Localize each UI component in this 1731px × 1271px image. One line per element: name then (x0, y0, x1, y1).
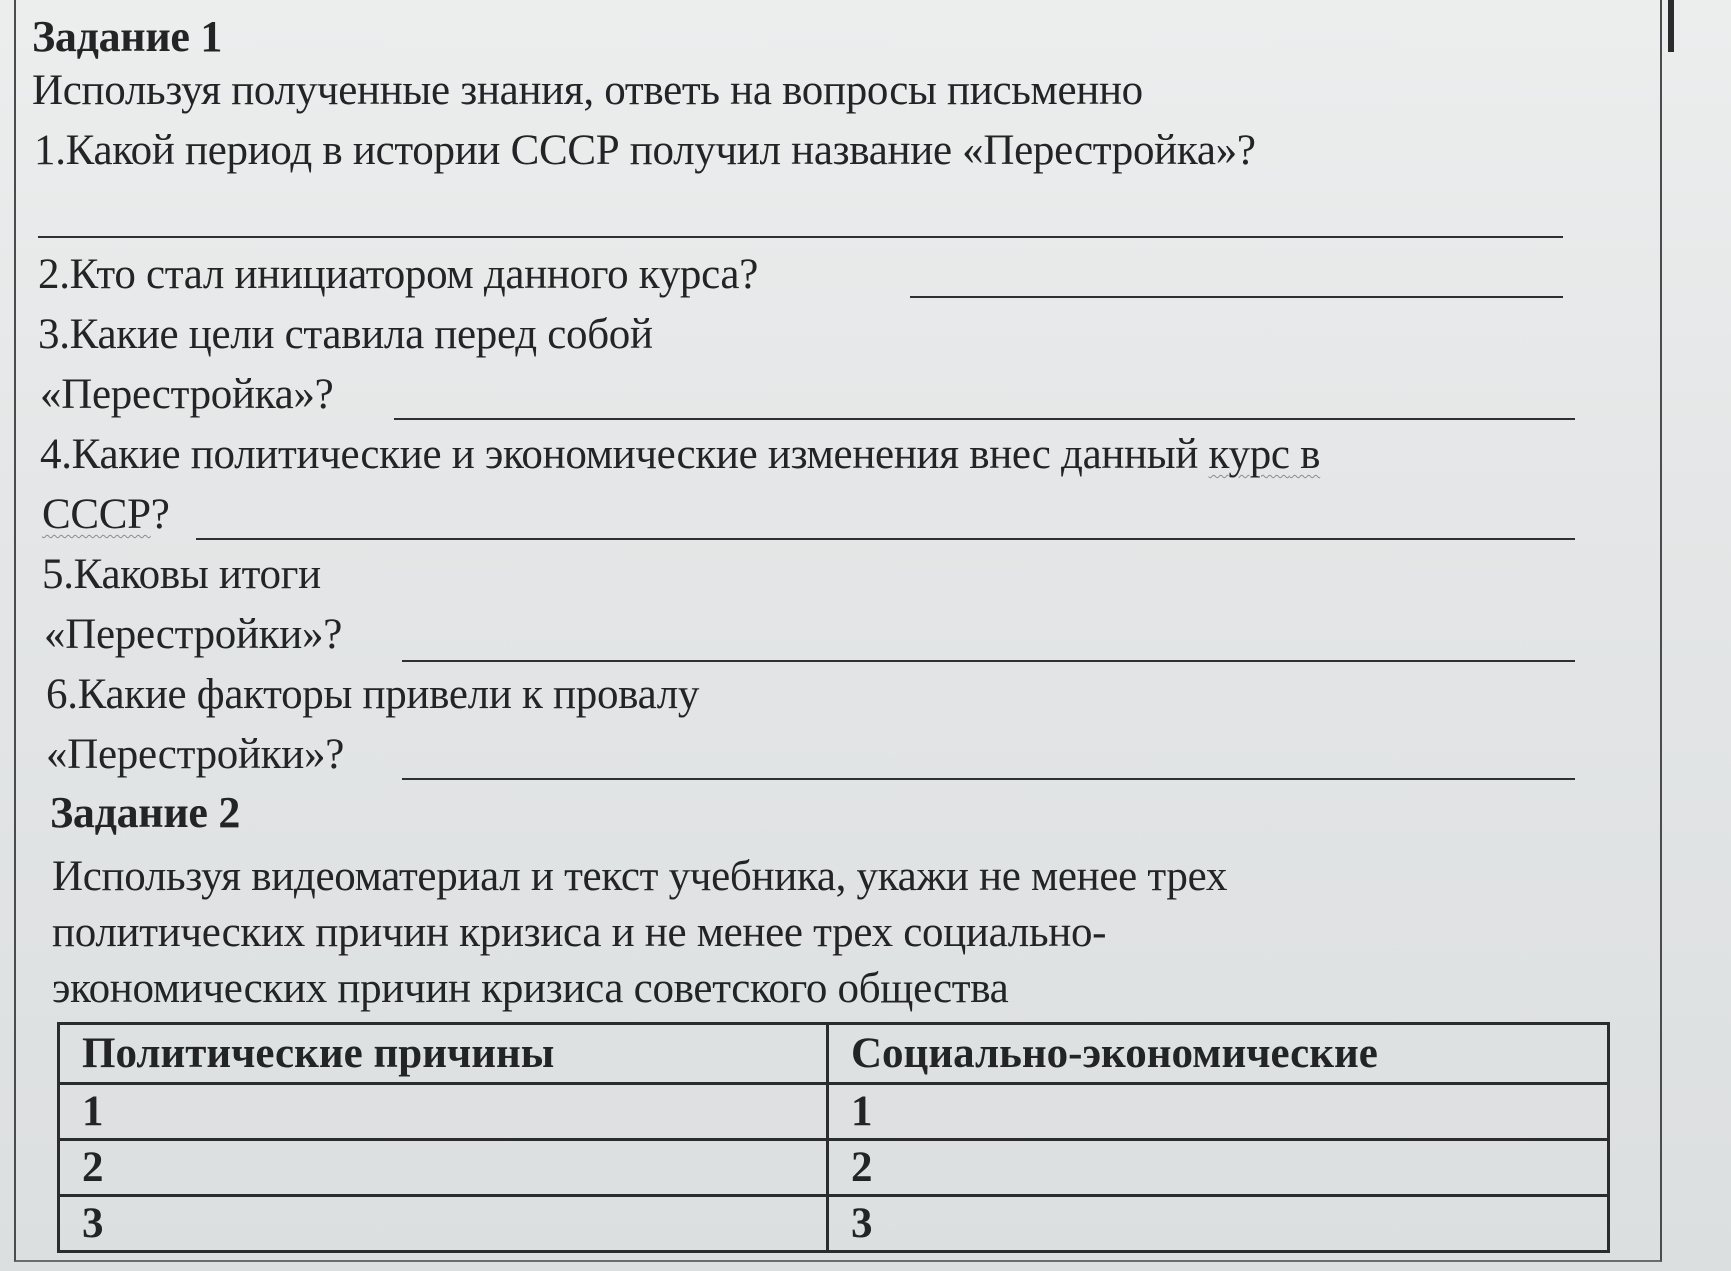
socio-economic-reason-cell-2[interactable]: 2 (828, 1140, 1609, 1196)
question-5-answer-line[interactable] (402, 660, 1575, 662)
header-socio-economic-reasons: Социально-экономические (828, 1024, 1609, 1084)
task2-instruction-line2: политических причин кризиса и не менее трех социально- (52, 909, 1107, 956)
question-4-text-line2-part2: ? (150, 491, 170, 538)
task1-instruction: Используя полученные знания, ответь на вопросы письменно (32, 67, 1143, 114)
socio-economic-reason-cell-1[interactable]: 1 (828, 1084, 1609, 1140)
question-4-text-part3: в (1289, 431, 1321, 478)
question-6-text-line2: «Перестройки»? (46, 731, 344, 778)
task2-instruction-line3: экономических причин кризиса советского общества (52, 965, 1009, 1012)
question-4-text-part1: 4.Какие политические и экономические изменения внес данный (40, 431, 1209, 478)
question-4-text-part2: курс (1208, 431, 1290, 478)
table-row (59, 1196, 1609, 1252)
task2-instruction-line1: Используя видеоматериал и текст учебника, укажи не менее трех (52, 853, 1228, 900)
question-1-answer-line[interactable] (38, 236, 1563, 238)
socio-economic-reason-cell-3[interactable]: 3 (828, 1196, 1609, 1252)
question-4-answer-line[interactable] (196, 538, 1575, 540)
question-5-text-line2: «Перестройки»? (44, 611, 342, 658)
task1-title: Задание 1 (32, 12, 223, 61)
question-3-text-line2: «Перестройка»? (40, 371, 334, 418)
question-2-answer-line[interactable] (910, 296, 1563, 298)
political-reason-cell-3[interactable]: 3 (59, 1196, 828, 1252)
political-reason-cell-2[interactable]: 2 (59, 1140, 828, 1196)
page-edge-marker (1668, 0, 1674, 52)
question-6-answer-line[interactable] (402, 778, 1575, 780)
table-row (59, 1084, 1609, 1140)
question-3-answer-line[interactable] (394, 418, 1575, 420)
question-5-text-line1: 5.Каковы итоги (42, 551, 321, 598)
question-4-text-line2-part1: СССР (42, 491, 151, 538)
question-4-text-line2 (42, 490, 170, 540)
header-political-reasons: Политические причины (59, 1024, 828, 1084)
question-1-text: 1.Какой период в истории СССР получил название «Перестройка»? (34, 127, 1256, 174)
table-row (59, 1140, 1609, 1196)
question-6-text-line1: 6.Какие факторы привели к провалу (46, 671, 700, 718)
table-header-row (59, 1024, 1609, 1084)
task2-title: Задание 2 (50, 788, 241, 837)
reasons-table (57, 1022, 1610, 1253)
question-4-text-line1 (40, 430, 1320, 480)
question-3-text-line1: 3.Какие цели ставила перед собой (38, 311, 653, 358)
question-2-text: 2.Кто стал инициатором данного курса? (38, 251, 759, 298)
political-reason-cell-1[interactable]: 1 (59, 1084, 828, 1140)
